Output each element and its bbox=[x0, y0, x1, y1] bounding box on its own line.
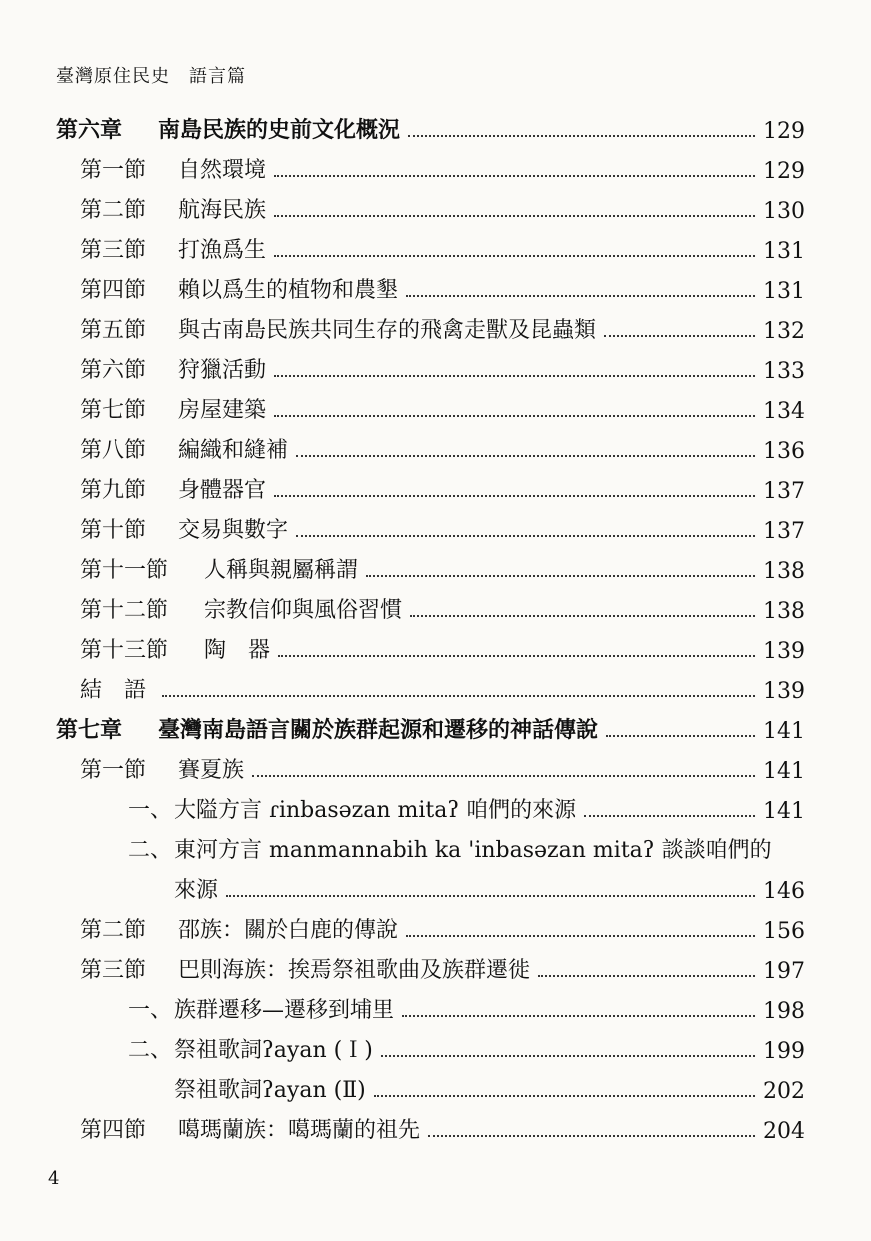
toc-entry-label: 第七節 bbox=[80, 398, 147, 423]
dot-leader bbox=[374, 1095, 755, 1097]
toc-entry bbox=[0, 828, 871, 864]
toc-entry-page: 139 bbox=[763, 679, 805, 704]
toc-entry-title: 祭祖歌詞ʔayan (Ⅱ) bbox=[174, 1078, 366, 1103]
toc-entry-page: 136 bbox=[763, 439, 805, 464]
toc-entry-label: 第十節 bbox=[80, 518, 147, 543]
toc-entry bbox=[0, 468, 871, 504]
toc-entry bbox=[0, 108, 871, 144]
toc-entry-title: 邵族：關於白鹿的傳說 bbox=[178, 918, 399, 943]
toc-entry-title: 航海民族 bbox=[178, 198, 267, 223]
toc-entry-title: 祭祖歌詞ʔayan (Ｉ) bbox=[174, 1038, 373, 1063]
toc-entry-title: 南島民族的史前文化概況 bbox=[158, 117, 401, 143]
toc-entry bbox=[0, 348, 871, 384]
dot-leader bbox=[606, 735, 755, 737]
dot-leader bbox=[296, 455, 755, 457]
dot-leader bbox=[428, 1135, 755, 1137]
toc-entry-page: 199 bbox=[763, 1039, 805, 1064]
dot-leader bbox=[406, 935, 755, 937]
toc-entry-title: 與古南島民族共同生存的飛禽走獸及昆蟲類 bbox=[178, 318, 597, 343]
toc-entry-page: 202 bbox=[763, 1079, 805, 1104]
toc-entry-label: 第八節 bbox=[80, 438, 147, 463]
toc-entry-page: 132 bbox=[763, 319, 805, 344]
toc-entry-page: 156 bbox=[763, 919, 805, 944]
dot-leader bbox=[584, 815, 755, 817]
toc-entry-page: 197 bbox=[763, 959, 805, 984]
toc-entry bbox=[0, 1068, 871, 1104]
dot-leader bbox=[226, 895, 755, 897]
toc-entry bbox=[0, 508, 871, 544]
toc-entry bbox=[0, 788, 871, 824]
toc-entry-label: 第十三節 bbox=[80, 638, 169, 663]
toc-entry bbox=[0, 388, 871, 424]
toc-entry bbox=[0, 988, 871, 1024]
toc-entry-page: 129 bbox=[763, 119, 805, 144]
toc-entry-page: 137 bbox=[763, 519, 805, 544]
toc-entry-title: 臺灣南島語言關於族群起源和遷移的神話傳說 bbox=[158, 717, 599, 743]
toc-entry-title: 噶瑪蘭族：噶瑪蘭的祖先 bbox=[178, 1118, 421, 1143]
dot-leader bbox=[274, 375, 755, 377]
toc-entry-label: 第一節 bbox=[80, 758, 147, 783]
dot-leader bbox=[408, 135, 755, 137]
toc-entry-label: 二、 bbox=[128, 1038, 173, 1063]
toc-entry-page: 141 bbox=[763, 759, 805, 784]
toc-entry-title: 交易與數字 bbox=[178, 518, 289, 543]
toc-entry-page: 129 bbox=[763, 159, 805, 184]
dot-leader bbox=[406, 295, 755, 297]
toc-entry bbox=[0, 308, 871, 344]
toc-entry bbox=[0, 1028, 871, 1064]
toc-entry bbox=[0, 268, 871, 304]
toc-entry-page: 133 bbox=[763, 359, 805, 384]
dot-leader bbox=[366, 575, 755, 577]
toc-entry bbox=[0, 868, 871, 904]
toc-entry bbox=[0, 668, 871, 704]
toc-entry-label: 第十二節 bbox=[80, 598, 169, 623]
toc-entry-page: 137 bbox=[763, 479, 805, 504]
toc-entry-label: 第七章 bbox=[56, 717, 123, 743]
toc-entry-title: 身體器官 bbox=[178, 478, 267, 503]
toc-entry-label: 第二節 bbox=[80, 918, 147, 943]
toc-entry-title: 宗教信仰與風俗習慣 bbox=[204, 598, 403, 623]
dot-leader bbox=[274, 495, 755, 497]
dot-leader bbox=[381, 1055, 755, 1057]
toc-entry-label: 第二節 bbox=[80, 198, 147, 223]
toc-entry bbox=[0, 188, 871, 224]
toc-entry-label: 第九節 bbox=[80, 478, 147, 503]
dot-leader bbox=[538, 975, 755, 977]
dot-leader bbox=[274, 175, 755, 177]
toc-entry-title: 賴以爲生的植物和農墾 bbox=[178, 278, 399, 303]
toc-entry-title: 自然環境 bbox=[178, 158, 267, 183]
toc-entry-page: 134 bbox=[763, 399, 805, 424]
dot-leader bbox=[274, 255, 755, 257]
toc-entry-label: 第四節 bbox=[80, 1118, 147, 1143]
toc-entry-page: 138 bbox=[763, 599, 805, 624]
toc-entry-title: 打漁爲生 bbox=[178, 238, 267, 263]
toc-entry-label: 第六章 bbox=[56, 117, 123, 143]
toc-entry-label: 第五節 bbox=[80, 318, 147, 343]
toc-entry bbox=[0, 708, 871, 744]
dot-leader bbox=[410, 615, 755, 617]
toc-entry-page: 138 bbox=[763, 559, 805, 584]
toc-entry-label: 第十一節 bbox=[80, 558, 169, 583]
toc-entry-label: 一、 bbox=[128, 998, 173, 1023]
toc-entry bbox=[0, 948, 871, 984]
dot-leader bbox=[274, 415, 755, 417]
toc-entry-label: 一、 bbox=[128, 798, 173, 823]
dot-leader bbox=[604, 335, 755, 337]
toc-entry bbox=[0, 428, 871, 464]
toc-entry-page: 204 bbox=[763, 1119, 805, 1144]
toc-entry-title: 來源 bbox=[174, 878, 219, 903]
dot-leader bbox=[162, 695, 755, 697]
dot-leader bbox=[278, 655, 755, 657]
toc-entry-title: 狩獵活動 bbox=[178, 358, 267, 383]
toc-entry-page: 131 bbox=[763, 279, 805, 304]
dot-leader bbox=[252, 775, 755, 777]
toc-entry-page: 198 bbox=[763, 999, 805, 1024]
toc-entry-title: 陶 器 bbox=[204, 638, 271, 663]
toc-entry-label: 第四節 bbox=[80, 278, 147, 303]
toc-entry-title: 賽夏族 bbox=[178, 758, 245, 783]
dot-leader bbox=[296, 535, 755, 537]
toc-entry-label: 第三節 bbox=[80, 958, 147, 983]
toc-entry bbox=[0, 588, 871, 624]
dot-leader bbox=[274, 215, 755, 217]
toc-entry-title: 大隘方言 ɾinbasəzan mitaʔ 咱們的來源 bbox=[174, 798, 577, 823]
toc-entry bbox=[0, 228, 871, 264]
toc-entry-page: 141 bbox=[763, 799, 805, 824]
dot-leader bbox=[402, 1015, 755, 1017]
toc-entry-title: 編織和縫補 bbox=[178, 438, 289, 463]
toc-entry bbox=[0, 1108, 871, 1144]
toc-entry bbox=[0, 908, 871, 944]
toc-entry-page: 141 bbox=[763, 719, 805, 744]
toc-entry bbox=[0, 748, 871, 784]
toc-entry-title: 房屋建築 bbox=[178, 398, 267, 423]
toc-entry bbox=[0, 548, 871, 584]
toc-entry-label: 第一節 bbox=[80, 158, 147, 183]
toc-entry-title: 族群遷移—遷移到埔里 bbox=[174, 998, 395, 1023]
toc-entry-title: 人稱與親屬稱謂 bbox=[204, 558, 359, 583]
toc-entry-page: 139 bbox=[763, 639, 805, 664]
toc-entry-label: 二、 bbox=[128, 838, 173, 863]
toc-entry-title: 巴則海族：挨焉祭祖歌曲及族群遷徙 bbox=[178, 958, 531, 983]
toc-entry bbox=[0, 628, 871, 664]
toc-entry-title: 東河方言 manmannabih ka 'inbasəzan mitaʔ 談談咱們的 bbox=[174, 838, 772, 863]
toc-entry-label: 結 語 bbox=[80, 678, 147, 703]
page-number: 4 bbox=[48, 1168, 60, 1189]
toc-entry-label: 第六節 bbox=[80, 358, 147, 383]
toc-entry bbox=[0, 148, 871, 184]
toc-entry-page: 146 bbox=[763, 879, 805, 904]
toc-entry-page: 131 bbox=[763, 239, 805, 264]
toc-entry-label: 第三節 bbox=[80, 238, 147, 263]
running-head: 臺灣原住民史 語言篇 bbox=[56, 66, 246, 87]
toc-entry-page: 130 bbox=[763, 199, 805, 224]
